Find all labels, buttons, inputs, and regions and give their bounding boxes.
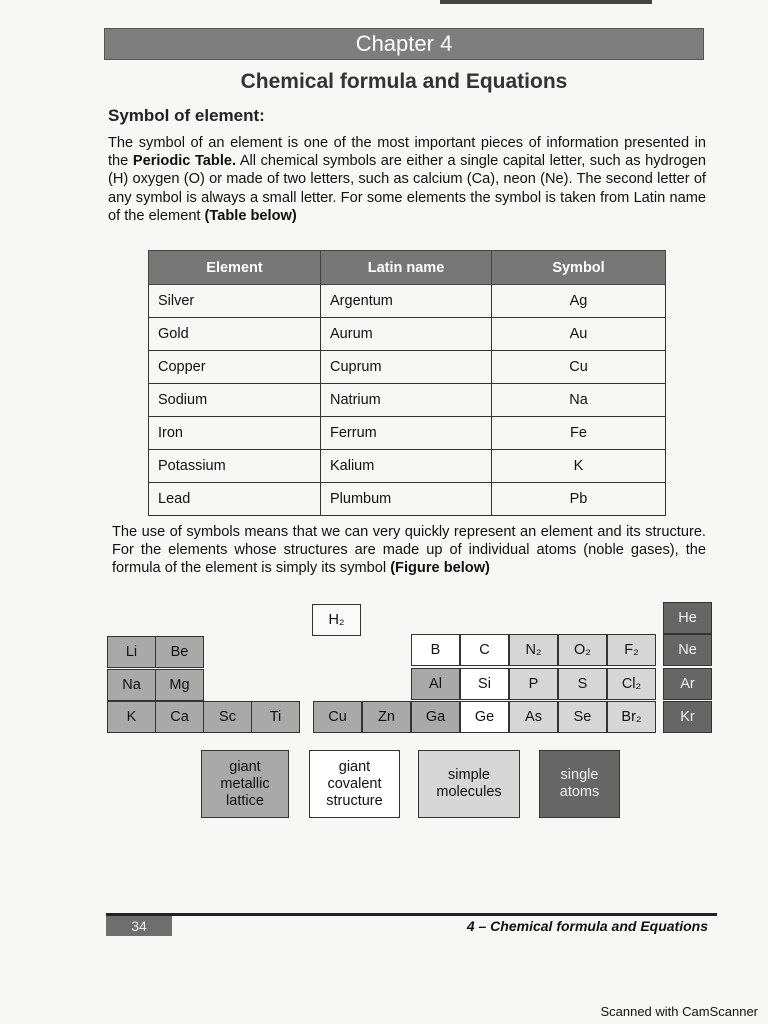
- column-header: Latin name: [321, 251, 492, 285]
- element-cell-li: Li: [107, 636, 156, 668]
- element-cell: Copper: [149, 351, 321, 384]
- element-cell-zn: Zn: [362, 701, 411, 733]
- scanner-watermark: Scanned with CamScanner: [600, 1004, 758, 1019]
- table-row: [149, 450, 666, 483]
- element-cell-na: Na: [107, 669, 156, 701]
- symbol-cell: K: [492, 450, 666, 483]
- table-row: [149, 384, 666, 417]
- element-cell: Iron: [149, 417, 321, 450]
- legend-giant-metallic-lattice: giant metallic lattice: [201, 750, 289, 818]
- element-cell-sc: Sc: [203, 701, 252, 733]
- latin-cell: Plumbum: [321, 483, 492, 516]
- symbol-cell: Cu: [492, 351, 666, 384]
- symbol-cell: Au: [492, 318, 666, 351]
- page-number: 34: [106, 916, 172, 936]
- top-edge-bar: [440, 0, 652, 4]
- legend-giant-covalent-structure: giant covalent structure: [309, 750, 400, 818]
- table-row: [149, 285, 666, 318]
- element-cell-ti: Ti: [251, 701, 300, 733]
- element-cell-mg: Mg: [155, 669, 204, 701]
- symbol-cell: Pb: [492, 483, 666, 516]
- element-cell-kr: Kr: [663, 701, 712, 733]
- element-cell-cl2: Cl₂: [607, 668, 656, 700]
- element-cell: Gold: [149, 318, 321, 351]
- element-cell: Lead: [149, 483, 321, 516]
- element-cell-h2: H₂: [312, 604, 361, 636]
- element-cell-be: Be: [155, 636, 204, 668]
- element-cell-n2: N₂: [509, 634, 558, 666]
- element-cell-c: C: [460, 634, 509, 666]
- element-cell-f2: F₂: [607, 634, 656, 666]
- column-header: Element: [149, 251, 321, 285]
- element-cell: Sodium: [149, 384, 321, 417]
- element-cell-s: S: [558, 668, 607, 700]
- element-cell-ar: Ar: [663, 668, 712, 700]
- symbol-cell: Na: [492, 384, 666, 417]
- element-cell-si: Si: [460, 668, 509, 700]
- page-title: Chemical formula and Equations: [240, 70, 568, 93]
- element-cell-he: He: [663, 602, 712, 634]
- element-cell-al: Al: [411, 668, 460, 700]
- element-cell-as: As: [509, 701, 558, 733]
- footer-rule: [106, 913, 717, 916]
- element-cell-b: B: [411, 634, 460, 666]
- element-cell-se: Se: [558, 701, 607, 733]
- latin-cell: Kalium: [321, 450, 492, 483]
- element-cell-o2: O₂: [558, 634, 607, 666]
- element-cell-ga: Ga: [411, 701, 460, 733]
- element-cell-p: P: [509, 668, 558, 700]
- element-cell-ne: Ne: [663, 634, 712, 666]
- symbol-cell: Ag: [492, 285, 666, 318]
- element-cell-cu: Cu: [313, 701, 362, 733]
- chapter-banner: Chapter 4: [104, 28, 704, 60]
- legend-single-atoms: single atoms: [539, 750, 620, 818]
- table-row: [149, 417, 666, 450]
- table-row: [149, 351, 666, 384]
- table-header-row: [149, 251, 666, 285]
- section-heading: Symbol of element:: [108, 106, 265, 125]
- table-row: [149, 483, 666, 516]
- element-cell: Potassium: [149, 450, 321, 483]
- latin-cell: Aurum: [321, 318, 492, 351]
- latin-cell: Natrium: [321, 384, 492, 417]
- latin-cell: Cuprum: [321, 351, 492, 384]
- latin-cell: Ferrum: [321, 417, 492, 450]
- latin-names-table: [148, 250, 666, 516]
- element-cell-ge: Ge: [460, 701, 509, 733]
- element-cell-k: K: [107, 701, 156, 733]
- table-row: [149, 318, 666, 351]
- column-header: Symbol: [492, 251, 666, 285]
- latin-cell: Argentum: [321, 285, 492, 318]
- legend-simple-molecules: simple molecules: [418, 750, 520, 818]
- element-cell-br2: Br₂: [607, 701, 656, 733]
- element-cell: Silver: [149, 285, 321, 318]
- intro-paragraph: The symbol of an element is one of the most important pieces of information presented in the Periodic Table. All chemical symbols are either a single capital letter, such as hydrogen (H) oxygen (O) or made of two letters, such as calcium (Ca), neon (Ne). The second letter of any symbol is always a small letter. For some elements the symbol is taken from Latin name of the element (Table below): [108, 135, 707, 224]
- element-cell-ca: Ca: [155, 701, 204, 733]
- symbol-cell: Fe: [492, 417, 666, 450]
- footer-chapter-title: 4 – Chemical formula and Equations: [466, 918, 708, 934]
- symbols-paragraph: The use of symbols means that we can very quickly represent an element and its structure. For the elements whose structures are made up of individual atoms (noble gases), the formula of the element is simply its symbol (Figure below): [112, 524, 706, 577]
